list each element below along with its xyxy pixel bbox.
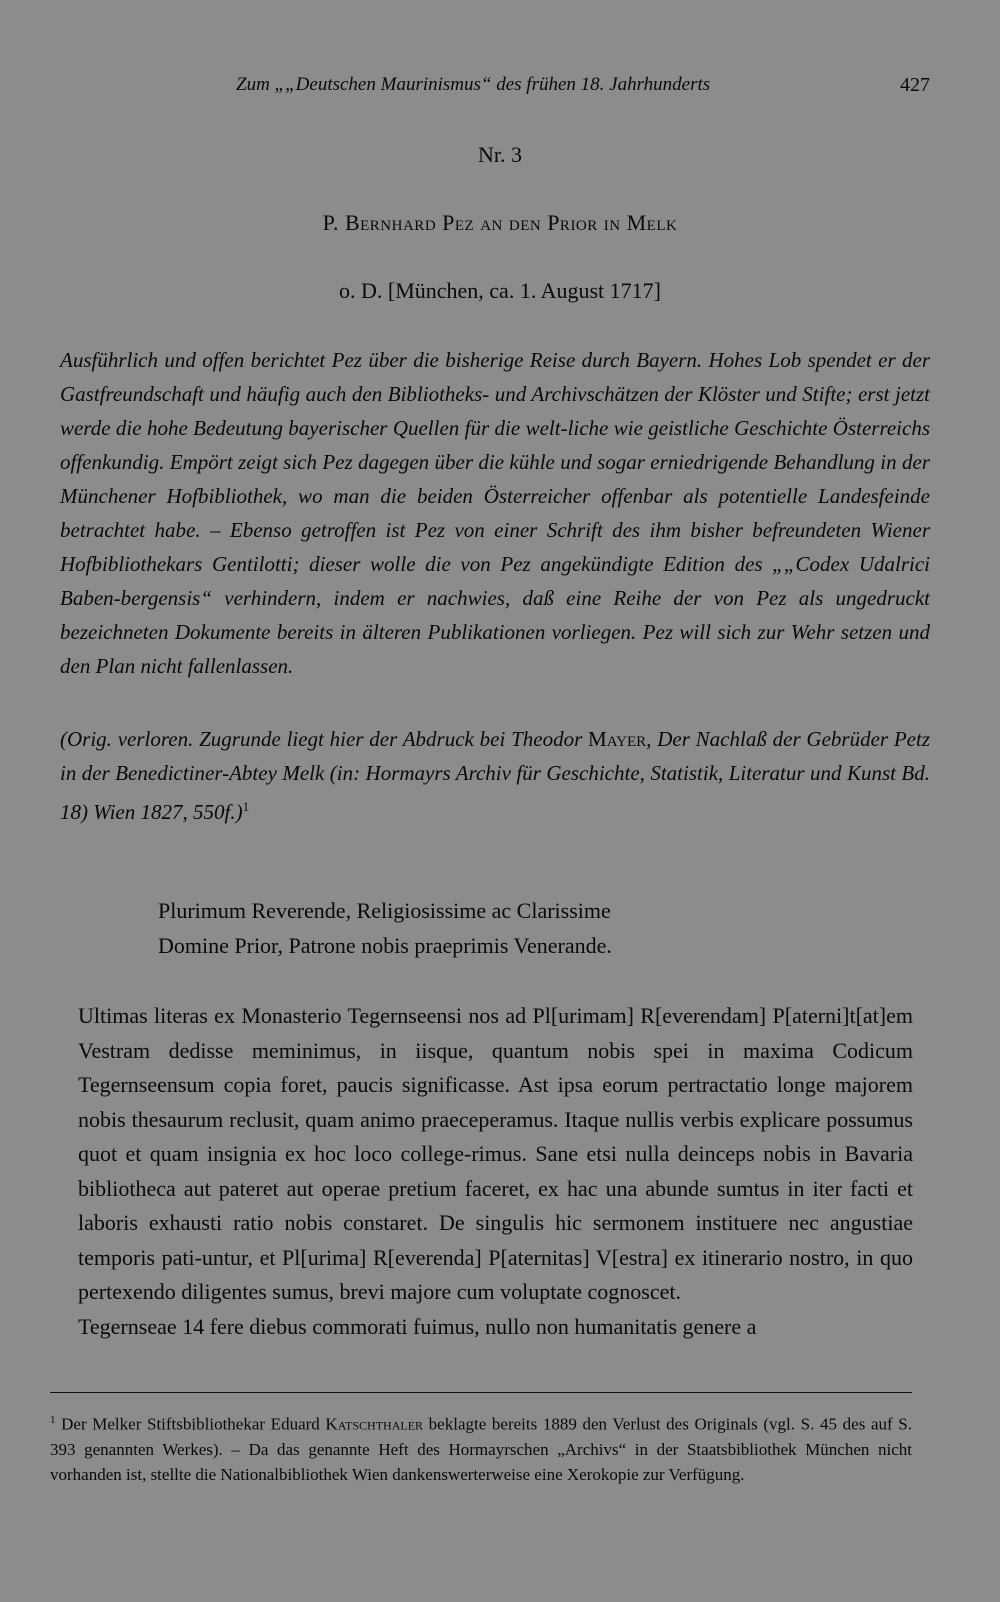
letter-body [78, 999, 913, 1344]
document-heading: P. Bernhard Pez an den Prior in Melk [322, 210, 678, 235]
letter-paragraph-1: Ultimas literas ex Monasterio Tegernseensi nos ad Pl[urimam] R[everendam] P[aterni]t[at]em Vestram dedisse meminimus, in iisque, quantum nobis spei in maxima Codicum Tegernseensum copia foret, paucis significasse. Ast ipsa eorum pertractatio longe majorem nobis thesaurum reclusit, quam animo praeceperamus. Itaque nullis verbis explicare possumus quot et quam insignia ex hoc loco college-rimus. Sane etsi nulla deinceps nobis in Bavaria bibliotheca aut pateret aut operae pretium faceret, ex hac una abunde sumtus in iter facti et laboris exhausti ratio nobis constaret. De singulis hic sermonem instituere nec angustiae temporis pati-untur, et Pl[urima] R[everenda] P[aternitas] V[estra] ex itinerario nostro, in quo pertexendo diligentes sumus, brevi majore cum voluptate cognoscet. [78, 1003, 913, 1304]
source-note-before: (Orig. verloren. Zugrunde liegt hier der Abdruck bei Theodor [60, 727, 589, 751]
letter-paragraph-2: Tegernseae 14 fere diebus commorati fuimus, nullo non humanitatis genere a [78, 1313, 757, 1339]
footnote-after: beklagte bereits 1889 den Verlust des Originals (vgl. S. 45 des auf S. 393 genannten Werkes). – Da das genannte Heft des Hormayrschen „Archivs“ in der Staatsbibliothek München nicht vorhanden ist, stellte die Nationalbibliothek Wien dankenswerterweise eine Xerokopie zur Verfügung. [50, 1414, 913, 1484]
page-number: 427 [900, 74, 930, 96]
salutation-line-1: Plurimum Reverende, Religiosissime ac Clarissime [158, 898, 611, 923]
abstract: Ausführlich und offen berichtet Pez über die bisherige Reise durch Bayern. Hohes Lob spendet er der Gastfreundschaft und häufig auch den Bibliotheks- und Archivschätzen der Klöster und Stifte; erst jetzt werde die hohe Bedeutung bayerischer Quellen für die welt-liche wie geistliche Geschichte Österreichs offenkundig. Empört zeigt sich Pez dagegen über die kühle und sogar erniedrigende Behandlung in der Münchener Hofbibliothek, wo man die beiden Österreicher offenbar als potentielle Landesfeinde betrachtet habe. – Ebenso getroffen ist Pez von einer Schrift des ihm bisher befreundeten Wiener Hofbibliothekars Gentilotti; dieser wolle die von Pez angekündigte Edition des „„Codex Udalrici Baben-bergensis“ verhindern, indem er nachwies, daß eine Reihe der von Pez als ungedruckt bezeichneten Dokumente bereits in älteren Publikationen vorliegen. Pez will sich zur Wehr setzen und den Plan nicht fallenlassen. [60, 348, 930, 678]
salutation [158, 893, 612, 963]
footnote [50, 1408, 912, 1487]
source-note-after: , Der Nachlaß der Gebrüder Petz in der Benedictiner-Abtey Melk (in: Hormayrs Archiv für Geschichte, Statistik, Literatur und Kunst Bd. 18) Wien 1827, 550f.) [60, 727, 931, 824]
running-head-title: Zum „„Deutschen Maurinismus“ des frühen 18. Jahrhunderts [236, 74, 711, 95]
footnote-mark: 1 [50, 1414, 56, 1426]
source-author: Mayer [588, 727, 647, 751]
footnote-reference: 1 [242, 799, 250, 814]
salutation-line-2: Domine Prior, Patrone nobis praeprimis Venerande. [158, 933, 612, 958]
document-number: Nr. 3 [478, 142, 522, 167]
document-date: o. D. [München, ca. 1. August 1717] [338, 278, 661, 303]
footnote-rule [50, 1392, 912, 1393]
footnote-before: Der Melker Stiftsbibliothekar Eduard [55, 1414, 326, 1434]
source-note [60, 722, 930, 829]
footnote-name: Katschthaler [325, 1414, 424, 1434]
running-head [60, 74, 930, 104]
